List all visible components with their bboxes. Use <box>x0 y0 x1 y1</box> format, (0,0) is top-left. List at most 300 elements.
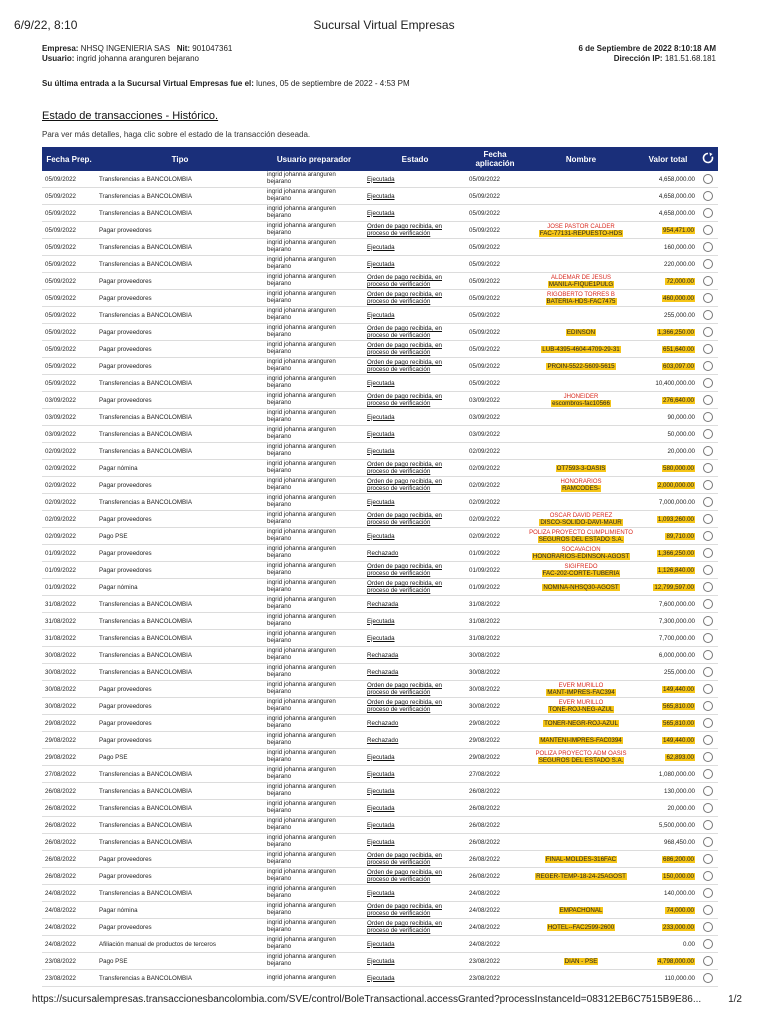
cell-select[interactable] <box>698 205 718 222</box>
cell-estado[interactable] <box>364 579 466 596</box>
cell-select[interactable] <box>698 171 718 188</box>
annotation-text: JOSE PASTOR CALDER <box>547 223 615 230</box>
estado-link[interactable]: Ejecutada <box>367 940 395 948</box>
table-row <box>42 613 718 630</box>
cell-tipo: Transferencias a BANCOLOMBIA <box>96 239 264 256</box>
cell-fecha-aplicacion: 03/09/2022 <box>466 409 524 426</box>
estado-link[interactable]: Ejecutada <box>367 192 395 200</box>
cell-tipo: Transferencias a BANCOLOMBIA <box>96 834 264 851</box>
cell-select[interactable] <box>698 715 718 732</box>
select-radio[interactable] <box>703 378 713 388</box>
cell-estado[interactable] <box>364 596 466 613</box>
ip-label: Dirección IP: <box>613 54 663 63</box>
cell-select[interactable] <box>698 426 718 443</box>
cell-fecha-prep: 05/09/2022 <box>42 273 96 290</box>
select-radio[interactable] <box>703 514 713 524</box>
cell-fecha-prep: 23/08/2022 <box>42 970 96 987</box>
cell-select[interactable] <box>698 545 718 562</box>
valor-value: 1,080,000.00 <box>658 770 695 778</box>
cell-estado[interactable] <box>364 919 466 936</box>
select-radio[interactable] <box>703 735 713 745</box>
select-radio[interactable] <box>703 922 713 932</box>
cell-select[interactable] <box>698 766 718 783</box>
cell-select[interactable] <box>698 953 718 970</box>
cell-fecha-prep: 02/09/2022 <box>42 443 96 460</box>
cell-select[interactable] <box>698 885 718 902</box>
cell-nombre <box>524 188 638 205</box>
cell-estado[interactable] <box>364 273 466 290</box>
select-radio[interactable] <box>703 973 713 983</box>
select-radio[interactable] <box>703 905 713 915</box>
cell-select[interactable] <box>698 256 718 273</box>
cell-valor <box>638 885 698 902</box>
table-row <box>42 171 718 188</box>
select-radio[interactable] <box>703 837 713 847</box>
select-radio[interactable] <box>703 956 713 966</box>
cell-estado[interactable] <box>364 664 466 681</box>
cell-estado[interactable] <box>364 885 466 902</box>
estado-link[interactable]: Ejecutada <box>367 753 395 761</box>
select-radio[interactable] <box>703 480 713 490</box>
estado-link[interactable]: Ejecutada <box>367 430 395 438</box>
select-radio[interactable] <box>703 616 713 626</box>
estado-link[interactable]: Ejecutada <box>367 770 395 778</box>
select-radio[interactable] <box>703 259 713 269</box>
cell-estado[interactable] <box>364 562 466 579</box>
select-radio[interactable] <box>703 820 713 830</box>
cell-fecha-aplicacion: 26/08/2022 <box>466 800 524 817</box>
cell-estado[interactable] <box>364 698 466 715</box>
cell-select[interactable] <box>698 307 718 324</box>
cell-estado[interactable] <box>364 307 466 324</box>
select-radio[interactable] <box>703 786 713 796</box>
cell-fecha-aplicacion: 05/09/2022 <box>466 205 524 222</box>
estado-link[interactable]: Ejecutada <box>367 787 395 795</box>
estado-link[interactable]: Ejecutada <box>367 974 395 982</box>
cell-select[interactable] <box>698 834 718 851</box>
cell-estado[interactable] <box>364 409 466 426</box>
estado-link[interactable]: Ejecutada <box>367 634 395 642</box>
select-radio[interactable] <box>703 565 713 575</box>
history-title[interactable]: Estado de transacciones - Histórico. <box>42 110 219 122</box>
cell-valor <box>638 647 698 664</box>
cell-select[interactable] <box>698 511 718 528</box>
estado-link[interactable]: Ejecutada <box>367 838 395 846</box>
cell-select[interactable] <box>698 579 718 596</box>
estado-link[interactable]: Orden de pago recibida, en proceso de verificación <box>367 699 442 713</box>
cell-select[interactable] <box>698 290 718 307</box>
cell-select[interactable] <box>698 494 718 511</box>
table-row <box>42 902 718 919</box>
cell-fecha-prep: 29/08/2022 <box>42 732 96 749</box>
cell-estado[interactable] <box>364 460 466 477</box>
cell-estado[interactable] <box>364 970 466 987</box>
cell-select[interactable] <box>698 698 718 715</box>
estado-link[interactable]: Orden de pago recibida, en proceso de verificación <box>367 903 442 917</box>
select-radio[interactable] <box>703 548 713 558</box>
table-row <box>42 358 718 375</box>
cell-select[interactable] <box>698 664 718 681</box>
estado-link[interactable]: Orden de pago recibida, en proceso de verificación <box>367 580 442 594</box>
valor-value: 255,000.00 <box>664 311 695 319</box>
nombre-value: EMPACHONAL <box>559 906 603 914</box>
cell-estado[interactable] <box>364 477 466 494</box>
cell-select[interactable] <box>698 630 718 647</box>
cell-select[interactable] <box>698 902 718 919</box>
estado-link[interactable]: Orden de pago recibida, en proceso de verificación <box>367 342 442 356</box>
estado-link[interactable]: Rechazada <box>367 600 399 608</box>
estado-link[interactable]: Orden de pago recibida, en proceso de verificación <box>367 512 442 526</box>
cell-estado[interactable] <box>364 426 466 443</box>
estado-link[interactable]: Ejecutada <box>367 413 395 421</box>
cell-tipo: Pagar proveedores <box>96 851 264 868</box>
select-radio[interactable] <box>703 242 713 252</box>
cell-estado[interactable] <box>364 868 466 885</box>
cell-tipo: Pagar proveedores <box>96 273 264 290</box>
cell-usuario: ingrid johanna aranguren bejarano <box>264 562 364 579</box>
table-row <box>42 596 718 613</box>
col-fecha-aplicacion: Fecha aplicación <box>466 147 524 171</box>
estado-link[interactable]: Orden de pago recibida, en proceso de verificación <box>367 478 442 492</box>
select-radio[interactable] <box>703 684 713 694</box>
cell-nombre <box>524 834 638 851</box>
select-radio[interactable] <box>703 633 713 643</box>
cell-estado[interactable] <box>364 613 466 630</box>
cell-valor <box>638 443 698 460</box>
cell-estado[interactable] <box>364 528 466 545</box>
valor-value: 4,798,000.00 <box>657 957 694 965</box>
cell-tipo: Pagar proveedores <box>96 698 264 715</box>
estado-link[interactable]: Orden de pago recibida, en proceso de verificación <box>367 223 442 237</box>
cell-select[interactable] <box>698 613 718 630</box>
cell-tipo: Pago PSE <box>96 749 264 766</box>
estado-link[interactable]: Rechazada <box>367 668 399 676</box>
select-radio[interactable] <box>703 174 713 184</box>
estado-link[interactable]: Ejecutada <box>367 243 395 251</box>
cell-usuario: ingrid johanna aranguren bejarano <box>264 613 364 630</box>
select-radio[interactable] <box>703 191 713 201</box>
estado-link[interactable]: Ejecutada <box>367 498 395 506</box>
cell-nombre <box>524 596 638 613</box>
estado-link[interactable]: Ejecutada <box>367 379 395 387</box>
estado-link[interactable]: Ejecutada <box>367 957 395 965</box>
cell-select[interactable] <box>698 324 718 341</box>
cell-fecha-aplicacion: 05/09/2022 <box>466 273 524 290</box>
cell-fecha-prep: 27/08/2022 <box>42 766 96 783</box>
select-radio[interactable] <box>703 208 713 218</box>
cell-nombre <box>524 766 638 783</box>
estado-link[interactable]: Rechazado <box>367 736 399 744</box>
cell-estado[interactable] <box>364 749 466 766</box>
cell-valor <box>638 375 698 392</box>
estado-link[interactable]: Orden de pago recibida, en proceso de verificación <box>367 274 442 288</box>
estado-link[interactable]: Ejecutada <box>367 821 395 829</box>
cell-estado[interactable] <box>364 817 466 834</box>
cell-usuario: ingrid johanna aranguren bejarano <box>264 273 364 290</box>
cell-tipo: Transferencias a BANCOLOMBIA <box>96 817 264 834</box>
cell-estado[interactable] <box>364 256 466 273</box>
valor-value: 1,366,250.00 <box>657 549 694 557</box>
refresh-button[interactable] <box>698 147 718 171</box>
cell-select[interactable] <box>698 562 718 579</box>
valor-value: 7,000,000.00 <box>658 498 695 506</box>
cell-valor <box>638 324 698 341</box>
select-radio[interactable] <box>703 599 713 609</box>
select-radio[interactable] <box>703 446 713 456</box>
cell-fecha-prep: 31/08/2022 <box>42 630 96 647</box>
cell-fecha-aplicacion: 24/08/2022 <box>466 936 524 953</box>
cell-select[interactable] <box>698 783 718 800</box>
estado-link[interactable]: Orden de pago recibida, en proceso de verificación <box>367 291 442 305</box>
cell-valor <box>638 426 698 443</box>
table-row <box>42 494 718 511</box>
cell-select[interactable] <box>698 239 718 256</box>
cell-nombre <box>524 545 638 562</box>
estado-link[interactable]: Ejecutada <box>367 617 395 625</box>
nombre-value: BATERIA-HDS-FAC7475 <box>546 297 616 305</box>
cell-select[interactable] <box>698 222 718 239</box>
estado-link[interactable]: Ejecutada <box>367 209 395 217</box>
cell-estado[interactable] <box>364 341 466 358</box>
table-row <box>42 647 718 664</box>
table-row <box>42 205 718 222</box>
cell-valor <box>638 341 698 358</box>
table-row <box>42 324 718 341</box>
cell-usuario: ingrid johanna aranguren bejarano <box>264 834 364 851</box>
cell-select[interactable] <box>698 528 718 545</box>
select-radio[interactable] <box>703 650 713 660</box>
select-radio[interactable] <box>703 395 713 405</box>
estado-link[interactable]: Orden de pago recibida, en proceso de verificación <box>367 325 442 339</box>
select-radio[interactable] <box>703 429 713 439</box>
estado-link[interactable]: Orden de pago recibida, en proceso de verificación <box>367 869 442 883</box>
cell-estado[interactable] <box>364 443 466 460</box>
cell-estado[interactable] <box>364 171 466 188</box>
cell-estado[interactable] <box>364 800 466 817</box>
cell-estado[interactable] <box>364 392 466 409</box>
cell-fecha-prep: 01/09/2022 <box>42 579 96 596</box>
cell-valor <box>638 715 698 732</box>
cell-fecha-aplicacion: 30/08/2022 <box>466 681 524 698</box>
table-row <box>42 290 718 307</box>
cell-fecha-aplicacion: 29/08/2022 <box>466 732 524 749</box>
select-radio[interactable] <box>703 310 713 320</box>
cell-tipo: Pagar proveedores <box>96 392 264 409</box>
estado-link[interactable]: Ejecutada <box>367 260 395 268</box>
select-radio[interactable] <box>703 854 713 864</box>
cell-usuario: ingrid johanna aranguren bejarano <box>264 851 364 868</box>
session-info <box>578 44 716 64</box>
cell-select[interactable] <box>698 596 718 613</box>
select-radio[interactable] <box>703 888 713 898</box>
cell-fecha-prep: 26/08/2022 <box>42 817 96 834</box>
last-login-label: Su última entrada a la Sucursal Virtual Empresas fue el: <box>42 79 254 88</box>
cell-select[interactable] <box>698 409 718 426</box>
cell-fecha-prep: 05/09/2022 <box>42 358 96 375</box>
cell-estado[interactable] <box>364 511 466 528</box>
cell-select[interactable] <box>698 341 718 358</box>
select-radio[interactable] <box>703 582 713 592</box>
select-radio[interactable] <box>703 531 713 541</box>
cell-estado[interactable] <box>364 545 466 562</box>
select-radio[interactable] <box>703 412 713 422</box>
estado-link[interactable]: Ejecutada <box>367 889 395 897</box>
cell-fecha-aplicacion: 23/08/2022 <box>466 970 524 987</box>
annotation-text: SOCAVACION <box>561 546 601 553</box>
cell-estado[interactable] <box>364 647 466 664</box>
cell-valor <box>638 613 698 630</box>
print-title: Sucursal Virtual Empresas <box>313 18 455 32</box>
cell-estado[interactable] <box>364 290 466 307</box>
cell-estado[interactable] <box>364 766 466 783</box>
cell-select[interactable] <box>698 647 718 664</box>
select-radio[interactable] <box>703 327 713 337</box>
select-radio[interactable] <box>703 463 713 473</box>
select-radio[interactable] <box>703 361 713 371</box>
cell-select[interactable] <box>698 188 718 205</box>
cell-estado[interactable] <box>364 851 466 868</box>
ip-value: 181.51.68.181 <box>664 54 716 63</box>
cell-usuario: ingrid johanna aranguren bejarano <box>264 732 364 749</box>
estado-link[interactable]: Orden de pago recibida, en proceso de verificación <box>367 563 442 577</box>
history-title-link[interactable] <box>42 110 218 122</box>
cell-valor <box>638 290 698 307</box>
select-radio[interactable] <box>703 769 713 779</box>
cell-select[interactable] <box>698 460 718 477</box>
select-radio[interactable] <box>703 939 713 949</box>
select-radio[interactable] <box>703 752 713 762</box>
cell-tipo: Afiliación manual de productos de terceros <box>96 936 264 953</box>
estado-link[interactable]: Ejecutada <box>367 532 395 540</box>
cell-select[interactable] <box>698 443 718 460</box>
cell-select[interactable] <box>698 800 718 817</box>
cell-select[interactable] <box>698 477 718 494</box>
cell-estado[interactable] <box>364 630 466 647</box>
cell-fecha-prep: 03/09/2022 <box>42 426 96 443</box>
cell-select[interactable] <box>698 273 718 290</box>
cell-select[interactable] <box>698 681 718 698</box>
cell-select[interactable] <box>698 749 718 766</box>
cell-fecha-aplicacion: 01/09/2022 <box>466 562 524 579</box>
cell-nombre <box>524 426 638 443</box>
cell-valor <box>638 188 698 205</box>
cell-estado[interactable] <box>364 324 466 341</box>
select-radio[interactable] <box>703 344 713 354</box>
cell-nombre <box>524 443 638 460</box>
select-radio[interactable] <box>703 667 713 677</box>
cell-estado[interactable] <box>364 936 466 953</box>
estado-link[interactable]: Orden de pago recibida, en proceso de verificación <box>367 461 442 475</box>
estado-link[interactable]: Rechazado <box>367 549 399 557</box>
cell-estado[interactable] <box>364 358 466 375</box>
valor-value: 50,000.00 <box>667 430 695 438</box>
cell-tipo: Pagar proveedores <box>96 732 264 749</box>
cell-estado[interactable] <box>364 375 466 392</box>
estado-link[interactable]: Ejecutada <box>367 447 395 455</box>
select-radio[interactable] <box>703 871 713 881</box>
cell-select[interactable] <box>698 970 718 987</box>
cell-estado[interactable] <box>364 834 466 851</box>
table-row <box>42 868 718 885</box>
cell-estado[interactable] <box>364 732 466 749</box>
cell-usuario: ingrid johanna aranguren bejarano <box>264 426 364 443</box>
estado-link[interactable]: Orden de pago recibida, en proceso de verificación <box>367 920 442 934</box>
cell-select[interactable] <box>698 392 718 409</box>
cell-nombre <box>524 375 638 392</box>
cell-estado[interactable] <box>364 205 466 222</box>
cell-fecha-prep: 29/08/2022 <box>42 715 96 732</box>
valor-value: 150,000.00 <box>663 872 694 880</box>
select-radio[interactable] <box>703 701 713 711</box>
valor-value: 580,000.00 <box>663 464 694 472</box>
cell-usuario: ingrid johanna aranguren bejarano <box>264 647 364 664</box>
valor-value: 62,893.00 <box>666 753 694 761</box>
cell-select[interactable] <box>698 358 718 375</box>
select-radio[interactable] <box>703 293 713 303</box>
cell-estado[interactable] <box>364 953 466 970</box>
cell-fecha-aplicacion: 31/08/2022 <box>466 613 524 630</box>
estado-link[interactable]: Ejecutada <box>367 804 395 812</box>
select-radio[interactable] <box>703 803 713 813</box>
table-row <box>42 511 718 528</box>
cell-fecha-aplicacion: 05/09/2022 <box>466 256 524 273</box>
estado-link[interactable]: Orden de pago recibida, en proceso de verificación <box>367 359 442 373</box>
estado-link[interactable]: Rechazada <box>367 651 399 659</box>
cell-estado[interactable] <box>364 681 466 698</box>
refresh-icon[interactable] <box>702 152 714 164</box>
estado-link[interactable]: Orden de pago recibida, en proceso de verificación <box>367 852 442 866</box>
select-radio[interactable] <box>703 718 713 728</box>
cell-select[interactable] <box>698 732 718 749</box>
cell-select[interactable] <box>698 817 718 834</box>
cell-select[interactable] <box>698 936 718 953</box>
cell-estado[interactable] <box>364 222 466 239</box>
cell-nombre <box>524 902 638 919</box>
cell-select[interactable] <box>698 868 718 885</box>
valor-value: 603,097.00 <box>663 362 694 370</box>
estado-link[interactable]: Rechazado <box>367 719 399 727</box>
cell-fecha-aplicacion: 03/09/2022 <box>466 426 524 443</box>
estado-link[interactable]: Ejecutada <box>367 311 395 319</box>
cell-fecha-aplicacion: 05/09/2022 <box>466 239 524 256</box>
table-row <box>42 749 718 766</box>
estado-link[interactable]: Ejecutada <box>367 175 395 183</box>
table-row <box>42 783 718 800</box>
select-radio[interactable] <box>703 225 713 235</box>
cell-fecha-prep: 26/08/2022 <box>42 868 96 885</box>
estado-link[interactable]: Orden de pago recibida, en proceso de verificación <box>367 393 442 407</box>
select-radio[interactable] <box>703 497 713 507</box>
cell-estado[interactable] <box>364 715 466 732</box>
cell-estado[interactable] <box>364 188 466 205</box>
cell-select[interactable] <box>698 375 718 392</box>
cell-select[interactable] <box>698 851 718 868</box>
estado-link[interactable]: Orden de pago recibida, en proceso de verificación <box>367 682 442 696</box>
cell-estado[interactable] <box>364 239 466 256</box>
table-row <box>42 681 718 698</box>
cell-estado[interactable] <box>364 783 466 800</box>
cell-estado[interactable] <box>364 902 466 919</box>
table-row <box>42 256 718 273</box>
cell-usuario: ingrid johanna aranguren bejarano <box>264 239 364 256</box>
valor-value: 968,450.00 <box>664 838 695 846</box>
cell-select[interactable] <box>698 919 718 936</box>
empresa-value: NHSQ INGENIERIA SAS <box>80 44 171 53</box>
cell-estado[interactable] <box>364 494 466 511</box>
cell-nombre <box>524 613 638 630</box>
select-radio[interactable] <box>703 276 713 286</box>
nombre-value: DISCO-SOLIDO-DAVI-MAUR <box>540 518 622 526</box>
